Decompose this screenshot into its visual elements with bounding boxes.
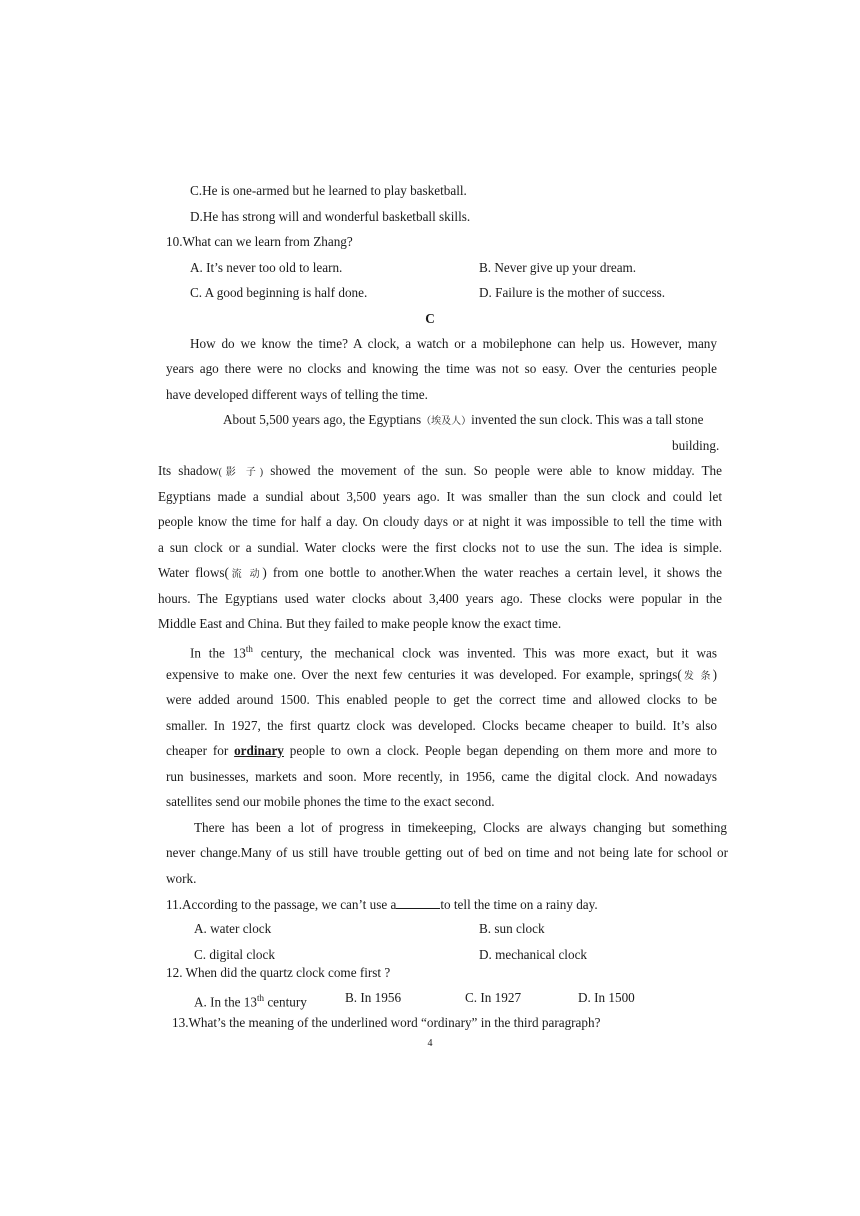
passage-p4-line-1: There has been a lot of progress in timekeeping, Clocks are always changing but something (194, 820, 727, 835)
passage-p3-line-1: In the 13th century, the mechanical clock was invented. This was more exact, but it was (190, 644, 717, 661)
q10-option-b: B. Never give up your dream. (479, 260, 637, 275)
q12-option-d: D. In 1500 (578, 990, 635, 1005)
q9-option-d: D.He has strong will and wonderful basketball skills. (190, 209, 471, 224)
passage-p2-line-8: hours. The Egyptians used water clocks about 3,400 years ago. These clocks were popular in the (158, 591, 722, 606)
q10-stem: 10.What can we learn from Zhang? (166, 234, 353, 249)
passage-p2-line-7: Water flows(流 动) from one bottle to another.When the water reaches a certain level, it shows the (158, 565, 722, 580)
q11-option-c: C. digital clock (194, 947, 275, 962)
passage-p1-line-1: How do we know the time? A clock, a watch or a mobilephone can help us. However, many (190, 336, 717, 351)
q12-option-c: C. In 1927 (465, 990, 522, 1005)
passage-p2-line-6: a sun clock or a sundial. Water clocks were the first clocks not to use the sun. The idea is simple. (158, 540, 722, 555)
q13-stem: 13.What’s the meaning of the underlined word “ordinary” in the third paragraph? (172, 1015, 601, 1030)
q12-option-a: A. In the 13th century (194, 993, 307, 1010)
q10-option-d: D. Failure is the mother of success. (479, 285, 666, 300)
underlined-word-ordinary: ordinary (234, 743, 284, 758)
q12-option-b: B. In 1956 (345, 990, 402, 1005)
passage-p2-line-2: building. (672, 438, 720, 453)
q12-stem: 12. When did the quartz clock come first ? (166, 965, 391, 980)
answer-blank (396, 896, 440, 909)
passage-p3-line-3: were added around 1500. This enabled people to get the correct time and allowed clocks to be (166, 692, 717, 707)
passage-p3-line-4: smaller. In 1927, the first quartz clock was developed. Clocks became cheaper to build. It’s also (166, 718, 717, 733)
passage-p3-line-2: expensive to make one. Over the next few centuries it was developed. For example, springs(发 条) (166, 667, 717, 682)
page-number: 4 (427, 1038, 433, 1049)
passage-p3-line-5: cheaper for ordinary people to own a clock. People began depending on them more and more to (166, 743, 717, 758)
passage-p4-line-2: never change.Many of us still have trouble getting out of bed on time and not being late for school or (166, 845, 728, 860)
q11-option-b: B. sun clock (479, 921, 545, 936)
passage-p2-line-1: About 5,500 years ago, the Egyptians（埃及人）invented the sun clock. This was a tall stone (223, 412, 704, 427)
q10-option-c: C. A good beginning is half done. (190, 285, 368, 300)
q11-option-a: A. water clock (194, 921, 272, 936)
section-letter: C (425, 311, 435, 326)
q11-option-d: D. mechanical clock (479, 947, 588, 962)
passage-p2-line-3: Its shadow(影 子) showed the movement of the sun. So people were able to know midday. The (158, 463, 722, 478)
passage-p1-line-2: years ago there were no clocks and knowing the time was not so easy. Over the centuries people (166, 361, 717, 376)
passage-p3-line-6: run businesses, markets and soon. More recently, in 1956, came the digital clock. And nowadays (166, 769, 717, 784)
q9-option-c: C.He is one-armed but he learned to play basketball. (190, 183, 467, 198)
passage-p2-line-5: people know the time for half a day. On cloudy days or at night it was impossible to tell the time with (158, 514, 722, 529)
passage-p4-line-3: work. (166, 871, 197, 886)
passage-p2-line-9: Middle East and China. But they failed to make people know the exact time. (158, 616, 562, 631)
q10-option-a: A. It’s never too old to learn. (190, 260, 343, 275)
passage-p3-line-7: satellites send our mobile phones the time to the exact second. (166, 794, 495, 809)
passage-p1-line-3: have developed different ways of telling the time. (166, 387, 428, 402)
q11-stem: 11.According to the passage, we can’t use a to tell the time on a rainy day. (166, 897, 598, 912)
passage-p2-line-4: Egyptians made a sundial about 3,500 years ago. It was smaller than the sun clock and could let (158, 489, 722, 504)
